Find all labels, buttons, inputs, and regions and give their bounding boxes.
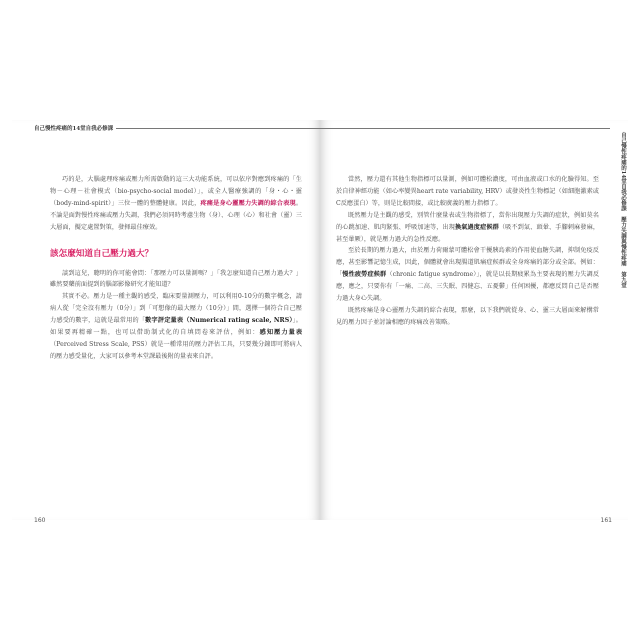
- highlight-text: 疼痛是身心靈壓力失調的綜合表現: [200, 199, 296, 207]
- paragraph: 既然疼痛是身心靈壓力失調的綜合表現，那麼，以下我們就從身、心、靈三大層面來解構常見的壓力因子並討論相應的疼痛改善策略。: [336, 306, 599, 326]
- bold-term: 換氣過度症候群: [455, 223, 499, 231]
- paragraph: 巧的是，大腦處理疼痛或壓力所需啟動的這三大功能系統，可以依序對應到疼痛的「生物－心理－社會模式（bio-psycho-social model）」，或全人醫療強調的「身・心・靈（body-mind-spirit）」三位一體的整體健康。因此，疼痛是身心靈壓力失調的綜合表現。不論是面對慢性疼痛或壓力失調，我們必須同時考慮生物（身）、心理（心）和社會（靈）三大層面，擬定處置對策，發揮最佳療效。: [50, 176, 303, 231]
- section-heading: 該怎麼知道自己壓力過大？: [50, 248, 154, 259]
- bold-term: 數字評定量表（Numerical rating scale, NRS）: [145, 317, 293, 325]
- paragraph: 至於長期的壓力過大，由於壓力荷爾蒙可體松會干擾胰島素的作用使血糖失調，抑制免疫反應，甚至影響記憶生成，因此，個體就會出現腸道肌痛症候群或全身疼痛的部分或全部。例如：「慢性疲勞症候群（chronic fatigue syndrome）」，就是以長期疲累為主要表現的壓力失調反應，應之，只要你有「一痛、二高、三失眠、四健忘、五憂鬱」任何困擾，都應反問自己是否壓力過大身心失調。: [336, 247, 600, 303]
- bold-term: 感知壓力量表: [259, 329, 303, 337]
- chapter-side-tab: 自己慢性疼痛的14堂自我必修課 壓力失調與慢性疼痛 第九堂: [620, 132, 626, 289]
- header-rule: [320, 128, 610, 129]
- page-number: 160: [34, 517, 46, 524]
- page-number: 161: [600, 517, 612, 524]
- paragraph: 談到這兒，聰明的你可能會問：「那壓力可以量測嗎？」「我怎麼知道自己壓力過大？」雖然要藥前面提到的腦部影像研究才能知道？: [50, 269, 302, 289]
- running-head: 自己慢性疼痛的14堂自我必修課: [34, 126, 114, 132]
- right-page-body: [336, 174, 599, 329]
- paragraph: 當然，壓力還有其他生物指標可以量測，例如可體松濃度，可由血液或口水的化驗得知。至於自律神經功能（如心率變異heart rate variability, HRV）或發炎性生物標記（如細胞激素或C反應蛋白）等，則是比較間接，或比較廣義的壓力指標了。: [336, 176, 599, 207]
- paragraph: 既然壓力是主觀的感受，別管什麼量表或生物指標了，當你出現壓力失調的症狀，例如莫名的心跳加速、肌肉緊張、呼吸加速等，出現換氣過度症候群（吸不到氣、頭暈、手腳刺麻發麻，甚至暈厥），就是壓力過大的急性反應。: [336, 211, 600, 243]
- right-page: [320, 120, 628, 524]
- left-page-body: [50, 174, 302, 363]
- header-rule: [116, 128, 320, 129]
- left-page: [12, 120, 320, 524]
- bold-term: 慢性疲勞症候群: [342, 271, 387, 279]
- paragraph: 其實不必。壓力是一種主觀的感受，臨床要量測壓力，可以利用0-10分的數字概念，請病人從「完全沒有壓力（0分）」到「可想像的最大壓力（10分）」間，選擇一個符合自己壓力感受的數字，這就是最常用的「數字評定量表（Numerical rating scale, NRS）」。如果要再精確一點，也可以借助制式化的自填問卷來評估，例如：感知壓力量表（Perceived Stress Scale, PSS）就是一種常用的壓力評估工具，只要幾分鐘即可將病人的壓力感受量化，大家可以參考本堂課最後附的量表來自評。: [50, 293, 303, 360]
